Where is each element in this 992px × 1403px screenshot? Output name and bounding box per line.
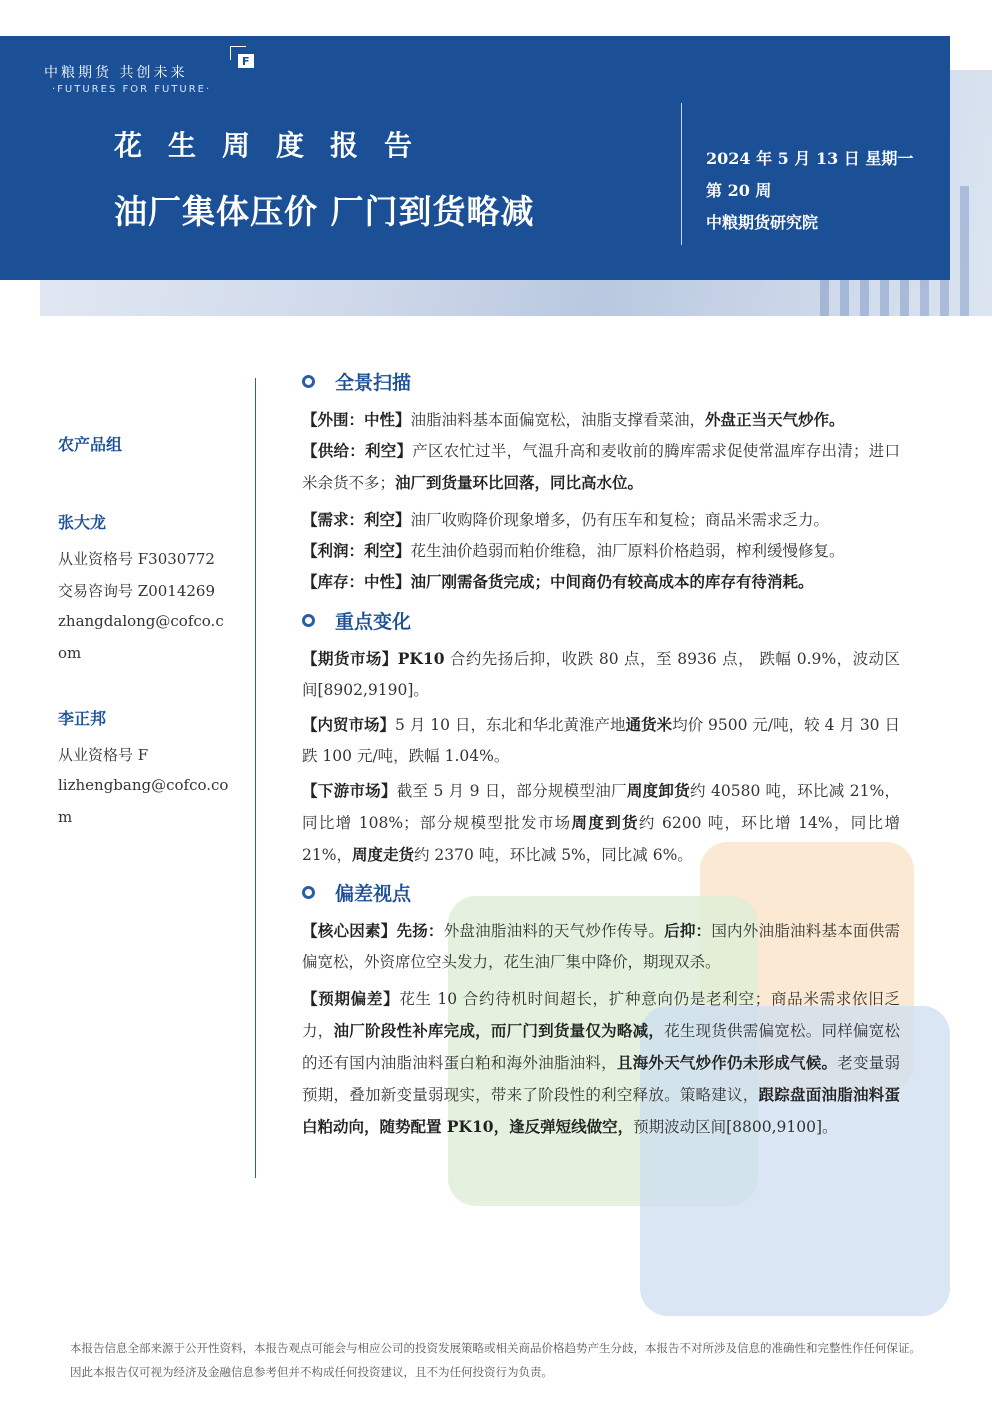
brand-mark-icon [230,46,258,72]
report-week: 第 20 周 [706,181,772,200]
section-heading-bias: 偏差视点 [302,879,411,906]
report-date: 2024 年 5 月 13 日 星期一 [706,149,914,168]
overview-item: 【利润：利空】花生油价趋弱而粕价维稳，油厂原料价格趋弱，榨利缓慢修复。 [302,541,845,560]
section-heading-overview: 全景扫描 [302,368,411,395]
brand-name: 中粮期货 共创未来 [44,65,188,81]
report-type: 花生周度报告 [114,129,439,162]
analyst-email[interactable]: zhangdalong@cofco.c [58,612,224,630]
bullet-circle-icon [302,614,315,627]
analyst-license: 从业资格号 F [58,746,149,764]
bullet-circle-icon [302,886,315,899]
bias-core-factor: 【核心因素】先扬：外盘油脂油料的天气炒作传导。后抑：国内外油脂油料基本面供需偏宽松，外资席位空头发力，花生油厂集中降价，期现双杀。 [302,921,900,971]
analyst-consult-license: 交易咨询号 Z0014269 [58,582,215,600]
analyst-email-cont[interactable]: om [58,644,82,662]
change-item-domestic: 【内贸市场】5 月 10 日，东北和华北黄淮产地通货米均价 9500 元/吨，较 4 月 30 日跌 100 元/吨，跌幅 1.04%。 [302,715,900,765]
analyst-email[interactable]: lizhengbang@cofco.co [58,776,229,794]
brand-mark-letter: F [242,55,250,68]
report-title: 油厂集体压价 厂门到货略减 [114,192,535,231]
overview-item: 【外围：中性】油脂油料基本面偏宽松，油脂支撑看菜油，外盘正当天气炒作。 [302,410,845,429]
brand-logo [44,62,187,82]
analyst-name: 张大龙 [58,513,107,532]
brand-slogan: ·FUTURES FOR FUTURE· [52,84,212,95]
sidebar-divider [255,378,256,1178]
section-heading-changes: 重点变化 [302,607,411,634]
analyst-license: 从业资格号 F3030772 [58,550,215,568]
bias-expectation: 【预期偏差】花生 10 合约待机时间超长，扩种意向仍是老利空；商品米需求依旧乏力，油厂阶段性补库完成，而厂门到货量仅为略减，花生现货供需偏宽松。同样偏宽松的还有国内油脂油料蛋白粕和海外油脂油料，且海外天气炒作仍未形成气候。老变量弱预期，叠加新变量弱现实，带来了阶段性的利空释放。策略建议，跟踪盘面油脂油料蛋白粕动向，随势配置 PK10，逢反弹短线做空，预期波动区间[8800,9100]。 [302,989,900,1136]
analyst-email-cont[interactable]: m [58,808,73,826]
report-institute: 中粮期货研究院 [706,213,819,232]
change-item-futures: 【期货市场】PK10 合约先扬后抑，收跌 80 点，至 8936 点， 跌幅 0.9%，波动区间[8902,9190]。 [302,649,900,699]
analyst-group: 农产品组 [58,435,123,454]
bullet-circle-icon [302,375,315,388]
overview-item: 【库存：中性】油厂刚需备货完成；中间商仍有较高成本的库存有待消耗。 [302,572,814,591]
overview-item: 【供给：利空】产区农忙过半，气温升高和麦收前的腾库需求促使常温库存出清；进口米余货不多；油厂到货量环比回落，同比高水位。 [302,441,900,492]
change-item-downstream: 【下游市场】截至 5 月 9 日，部分规模型油厂周度卸货约 40580 吨，环比减 21%，同比增 108%；部分规模型批发市场周度到货约 6200 吨，环比增 14%，同比增 21%，周度走货约 2370 吨，环比减 5%，同比减 6%。 [302,781,900,864]
analyst-name: 李正邦 [58,709,107,728]
disclaimer: 本报告信息全部来源于公开性资料，本报告观点可能会与相应公司的投资发展策略或相关商品价格趋势产生分歧，本报告不对所涉及信息的准确性和完整性作任何保证。因此本报告仅可视为经济及金融信息参考但并不构成任何投资建议，且不为任何投资行为负责。 [70,1341,921,1379]
header-divider [681,103,682,245]
overview-item: 【需求：利空】油厂收购降价现象增多，仍有压车和复检；商品米需求乏力。 [302,510,830,529]
